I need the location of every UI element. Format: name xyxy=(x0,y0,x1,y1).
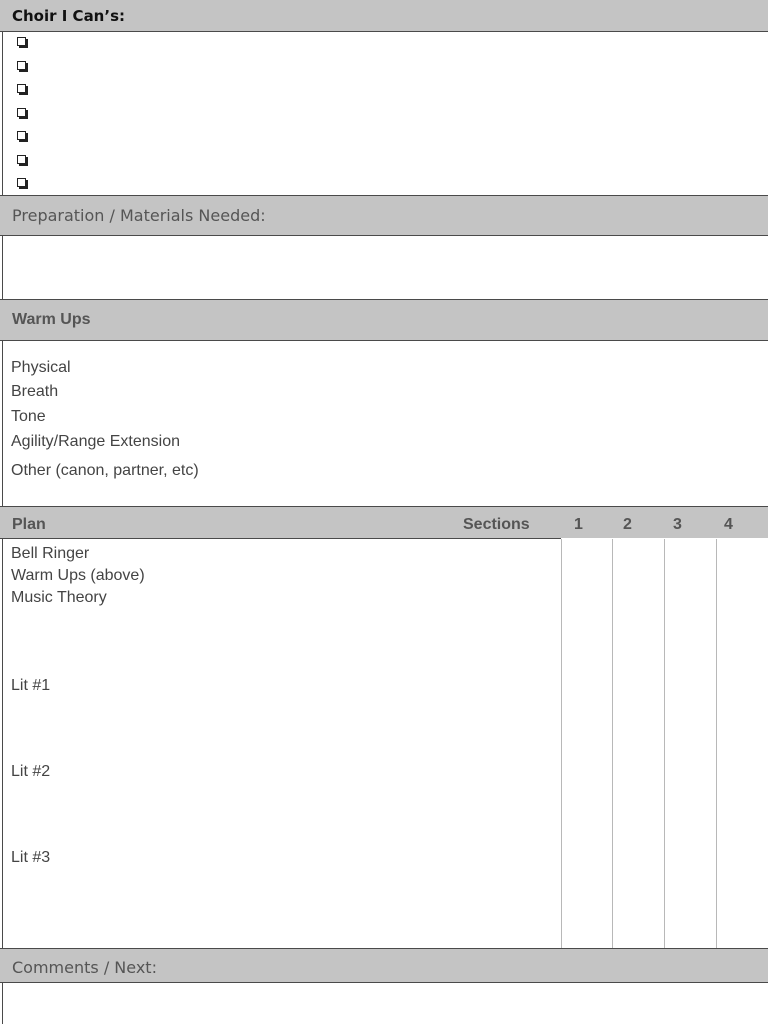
preparation-area[interactable] xyxy=(3,236,768,299)
section-number: 3 xyxy=(673,516,682,533)
checkbox-icon[interactable] xyxy=(17,178,27,188)
plan-item: Music Theory xyxy=(11,589,107,606)
plan-item: Bell Ringer xyxy=(11,545,90,562)
checkbox-icon[interactable] xyxy=(17,37,27,47)
plan-item: Lit #3 xyxy=(11,849,51,866)
plan-header xyxy=(0,507,768,538)
plan-header-underline xyxy=(0,538,561,539)
comments-title: Comments / Next: xyxy=(12,958,157,977)
checkbox-icon[interactable] xyxy=(17,108,27,118)
section-number: 4 xyxy=(724,516,733,533)
checkbox-icon[interactable] xyxy=(17,131,27,141)
section-number: 1 xyxy=(574,516,583,533)
choir-cans-header xyxy=(0,0,768,32)
checkbox-icon[interactable] xyxy=(17,61,27,71)
checkbox-icon[interactable] xyxy=(17,84,27,94)
grid-column-line xyxy=(716,539,717,953)
warm-ups-title: Warm Ups xyxy=(12,311,91,328)
choir-cans-title: Choir I Can’s: xyxy=(12,7,125,25)
sections-label: Sections xyxy=(463,516,530,533)
divider xyxy=(0,340,768,341)
warm-up-item: Breath xyxy=(11,383,59,400)
plan-item: Warm Ups (above) xyxy=(11,567,145,584)
plan-item: Lit #1 xyxy=(11,677,51,694)
preparation-header xyxy=(0,196,768,235)
grid-column-line xyxy=(612,539,613,953)
checkbox-icon[interactable] xyxy=(17,155,27,165)
preparation-title: Preparation / Materials Needed: xyxy=(12,206,266,225)
warm-up-item: Physical xyxy=(11,359,71,376)
divider xyxy=(0,31,768,32)
warm-up-item: Agility/Range Extension xyxy=(11,433,180,450)
warm-up-item: Other (canon, partner, etc) xyxy=(11,462,199,479)
grid-column-line xyxy=(664,539,665,953)
warm-ups-header xyxy=(0,300,768,341)
grid-column-line xyxy=(561,539,562,953)
warm-up-item: Tone xyxy=(11,408,46,425)
section-number: 2 xyxy=(623,516,632,533)
comments-area[interactable] xyxy=(3,983,768,1024)
comments-header xyxy=(0,949,768,982)
plan-title: Plan xyxy=(12,516,46,533)
plan-item: Lit #2 xyxy=(11,763,51,780)
